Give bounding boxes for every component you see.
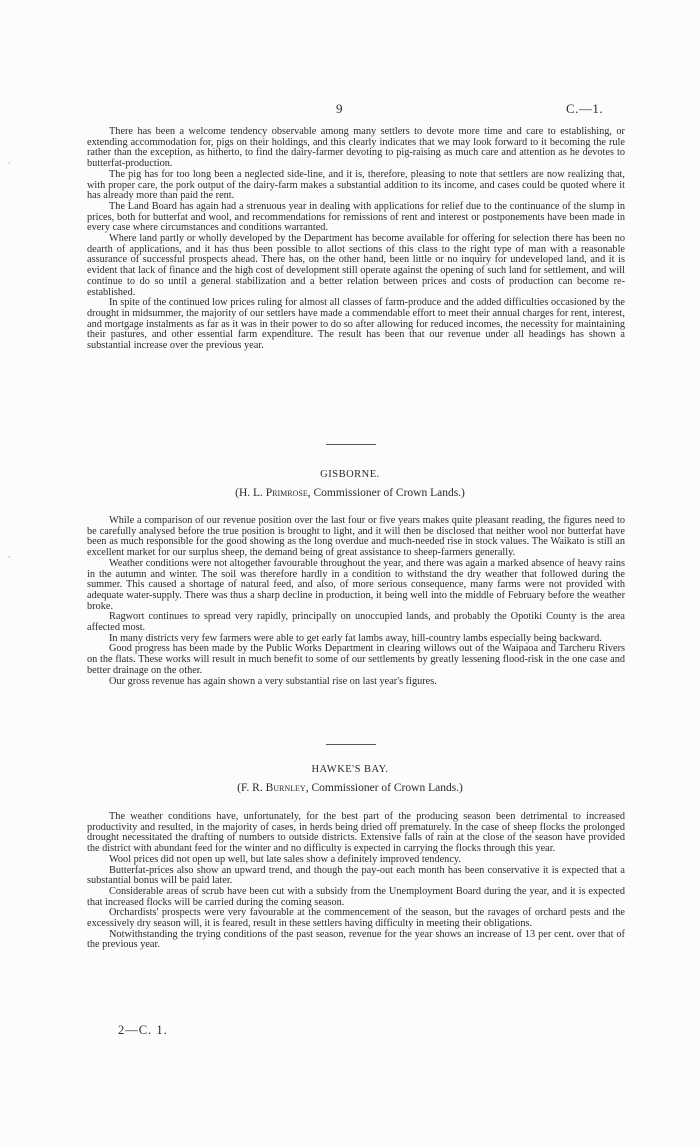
margin-mark: ᵕ bbox=[8, 552, 11, 562]
paragraph: There has been a welcome tendency observable among many settlers to devote more time and care to establishing, or extending accommodation for, pigs on their holdings, and this clearly indicates that we may look forward to it becoming the rule rather than the exception, as hitherto, to find the dairy-farmer devoting to pig-raising as much care and attention as he devotes to butterfat-production. bbox=[87, 126, 625, 170]
paragraph: Notwithstanding the trying conditions of the past season, revenue for the year shows an increase of 13 per cent. over that of the previous year. bbox=[87, 928, 625, 951]
paragraph: Ragwort continues to spread very rapidly, principally on unoccupied lands, and probably the Opotiki County is the area affected most. bbox=[87, 611, 625, 634]
paragraph: Good progress has been made by the Public Works Department in clearing willows out of the Waipaoa and Tarcheru Rivers on the flats. These works will result in much benefit to some of our settlements by greatly lessening flood-risk in the one case and better drainage on the other. bbox=[87, 643, 625, 676]
margin-mark: ᵕ bbox=[8, 158, 11, 168]
commissioner-line-hawkes-bay: (F. R. Burnley, Commissioner of Crown Lands.) bbox=[237, 782, 463, 794]
paragraph: The weather conditions have, unfortunately, for the best part of the producing season been detrimental to increased productivity and resulted, in the majority of cases, in herds being dried off prematurely. In the case of sheep flocks the prolonged drought necessitated the drafting of numbers to outside districts. Extensive falls of rain at the close of the season have provided the district with abundant feed for the winter and no difficulty is expected in carrying the flocks through this year. bbox=[87, 811, 625, 855]
commissioner-name: H. L. Primrose bbox=[238, 487, 308, 499]
paragraph: Considerable areas of scrub have been cut with a subsidy from the Unemployment Board during the year, and it is expected that increased flocks will be carried during the coming season. bbox=[87, 885, 625, 908]
section-heading-gisborne: GISBORNE. bbox=[320, 469, 380, 480]
paragraph: Our gross revenue has again shown a very substantial rise on last year's figures. bbox=[109, 675, 437, 687]
signature-mark: 2—C. 1. bbox=[118, 1023, 168, 1037]
commissioner-line-gisborne: (H. L. Primrose, Commissioner of Crown Lands.) bbox=[235, 487, 465, 499]
paragraph: Wool prices did not open up well, but late sales show a definitely improved tendency. bbox=[109, 853, 461, 865]
section-heading-hawkes-bay: HAWKE'S BAY. bbox=[311, 764, 389, 775]
gisborne-section bbox=[87, 516, 625, 687]
hawkes-bay-section bbox=[87, 812, 625, 951]
paragraph: In spite of the continued low prices ruling for almost all classes of farm-produce and the added difficulties occasioned by the drought in midsummer, the majority of our settlers have made a commendable effort to meet their annual charges for rent, interest, and mortgage instalments as far as it was in their power to do so after allowing for reduced incomes, the necessity for maintaining their pastures, and other essential farm expenditure. The result has been that our revenue under all headings has shown a substantial increase over the previous year. bbox=[87, 297, 625, 352]
paragraph: In many districts very few farmers were able to get early fat lambs away, hill-country lambs especially being backward. bbox=[109, 632, 602, 644]
paragraph: The pig has for too long been a neglected side-line, and it is, therefore, pleasing to note that settlers are now realizing that, with proper care, the pork output of the dairy-farm makes a substantial addition to its income, and cases could be quoted where it has already more than paid the rent. bbox=[87, 168, 625, 202]
paragraph: Where land partly or wholly developed by the Department has become available for offering for selection there has been no dearth of applications, and it has thus been possible to allot sections of this class to the right type of man with a reasonable assurance of successful prospects ahead. There has, on the other hand, been little or no inquiry for undeveloped land, and it is evident that lack of finance and the high cost of development still operate against the opening of such land for settlement, and will continue to do so until a general stabilization and a better relation between prices and costs of production can become re-established. bbox=[87, 233, 625, 298]
paragraph: Butterfat-prices also show an upward trend, and though the pay-out each month has been conservative it is expected that a substantial bonus will be paid later. bbox=[87, 864, 625, 887]
commissioner-name: F. R. Burnley bbox=[240, 782, 306, 794]
paragraph: Weather conditions were not altogether favourable throughout the year, and there was again a marked absence of heavy rains in the autumn and winter. The soil was therefore hardly in a condition to withstand the dry weather that followed during the summer. This caused a shortage of natural feed, and also, of more serious consequence, many farms were not provided with adequate water-supply. There was thus a sharp decline in production, it being well into the middle of February before the weather broke. bbox=[87, 557, 625, 612]
page-number: 9 bbox=[336, 101, 343, 116]
document-reference: C.—1. bbox=[566, 101, 604, 116]
paragraph: The Land Board has again had a strenuous year in dealing with applications for relief due to the continuance of the slump in prices, both for butterfat and wool, and recommendations for remissions of rent and interest or postponements have been made in every case where circumstances and conditions warranted. bbox=[87, 200, 625, 234]
intro-section bbox=[87, 127, 625, 352]
paragraph: While a comparison of our revenue position over the last four or five years makes quite pleasant reading, the figures need to be carefully analysed before the true position is brought to light, and it will then be disclosed that neither wool nor butterfat have been as much responsible for the good showing as the long overdue and much-needed rise in stock values. The Waikato is still an excellent market for our surplus sheep, the demand being of great assistance to sheep-farmers generally. bbox=[87, 515, 625, 559]
paragraph: Orchardists' prospects were very favourable at the commencement of the season, but the ravages of orchard pests and the excessively dry season will, it is feared, result in these settlers having difficulty in meeting their obligations. bbox=[87, 907, 625, 930]
section-divider bbox=[326, 744, 376, 745]
section-divider bbox=[326, 444, 376, 445]
